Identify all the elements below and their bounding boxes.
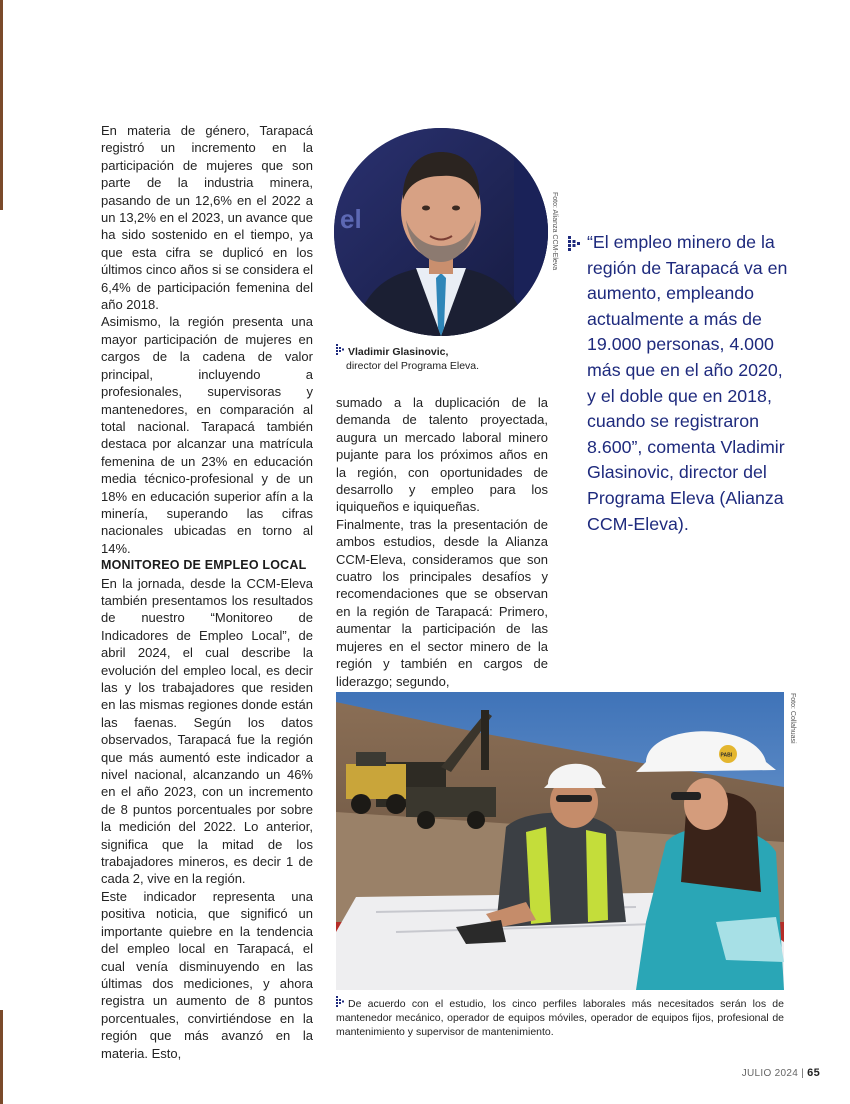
paragraph-gender: En materia de género, Tarapacá registró un incremento en la participación de mujeres que son parte de la industria minera, pasando de un 12,6% en el 2022 a un 13,2% en el 2023, un avance que ha sido sostenido en el tiempo, ya que esta cifra se duplicó en los últimos cinco años si se considera el 6,4% de participación femenina del año 2018. — [101, 123, 313, 313]
mining-photo-credit: Foto: Collahuasi — [789, 693, 796, 744]
paragraph-women-participation: Asimismo, la región presenta una mayor participación de mujeres en cargos de la cadena de valor principal, incluyendo a profesionales, supervisoras y mantenedores, en comparación al total nacional. Tarapacá también destaca por alcanzar una matrícula femenina de un 23% en educación media técnico-profesional y de un 18% en educación superior afín a la minería, superando las cifras nacionales ubicadas en torno al 14%. — [101, 314, 313, 556]
page-edge-strip-bottom — [0, 1010, 3, 1104]
pull-quote-text: “El empleo minero de la región de Tarapacá va en aumento, empleando actualmente a más de 19.000 personas, 4.000 más que en el año 2020, y el doble que en 2018, cuando se registraron 8.600”, comenta Vladimir Glasinovic, director del Programa Eleva (Alianza CCM-Eleva). — [587, 232, 788, 534]
footer-separator: | — [801, 1068, 805, 1079]
mining-photo-caption — [336, 996, 784, 1039]
paragraph-demanda: sumado a la duplicación de la demanda de talento proyectada, augura un mercado laboral minero pujante para los próximos años en la región, con oportunidades de desarrollo y empleo para los iquiqueños e iquiqueñas. — [336, 395, 548, 515]
helmet-logo-text: PABI — [720, 752, 733, 759]
mining-photo-illustration — [336, 692, 784, 990]
mining-photo — [336, 692, 784, 990]
portrait-caption — [336, 344, 536, 373]
quote-dots-icon — [568, 236, 582, 252]
caption-dots-icon — [336, 344, 346, 356]
portrait-illustration — [334, 128, 548, 336]
portrait-photo — [334, 128, 548, 336]
caption-dots-icon — [336, 996, 346, 1008]
portrait-caption-role: director del Programa Eleva. — [346, 360, 480, 372]
portrait-caption-name: Vladimir Glasinovic, — [348, 346, 449, 358]
svg-text:el: el — [340, 204, 362, 234]
paragraph-desafios: Finalmente, tras la presentación de ambos estudios, desde la Alianza CCM-Eleva, consideramos que son cuatro los principales desafíos y recomendaciones que se observan en la región de Tarapacá: Primero, aumentar la participación de las mujeres en el sector minero de la región y también en cargos de liderazgo; segundo, — [336, 516, 548, 689]
pull-quote — [568, 230, 788, 537]
portrait-photo-credit: Foto: Alianza CCM-Eleva — [551, 192, 558, 271]
subheading-monitoreo: MONITOREO DE EMPLEO LOCAL — [101, 558, 307, 573]
mining-photo-caption-text: De acuerdo con el estudio, los cinco perfiles laborales más necesitados serán los de mantenedor mecánico, operador de equipos móviles, operador de equipos fijos, profesional de mantenimiento y supervisor de mantenimiento. — [336, 998, 784, 1038]
issue-date: JULIO 2024 — [741, 1068, 799, 1079]
page-number: 65 — [807, 1067, 820, 1079]
paragraph-empleo-local: En la jornada, desde la CCM-Eleva también presentamos los resultados de nuestro “Monitoreo de Indicadores de Empleo Local”, de abril 2024, el cual describe la evolución del empleo local, es decir las y los trabajadores que residen en las mismas regiones donde están las faenas. Según los datos observados, Tarapacá fue la región que más aumentó este indicador a nivel nacional, alcanzando un 46% en el año 2023, con un incremento de 8 puntos porcentuales por sobre la medición del 2022. Lo anterior, significa que la mitad de los trabajadores mineros, es decir 1 de cada 2, vive en la región. — [101, 575, 313, 887]
article-column-1 — [101, 122, 313, 1062]
page-footer — [742, 1067, 820, 1079]
article-column-2 — [336, 394, 548, 690]
page-edge-strip — [0, 0, 3, 210]
paragraph-indicador: Este indicador representa una positiva noticia, que significó un importante quiebre en la tendencia del empleo local en Tarapacá, el cual venía disminuyendo en las últimas dos mediciones, y ahora registra un aumento de 8 puntos porcentuales, convirtiéndose en la región que más avanzó en la materia. Esto, — [101, 888, 313, 1061]
